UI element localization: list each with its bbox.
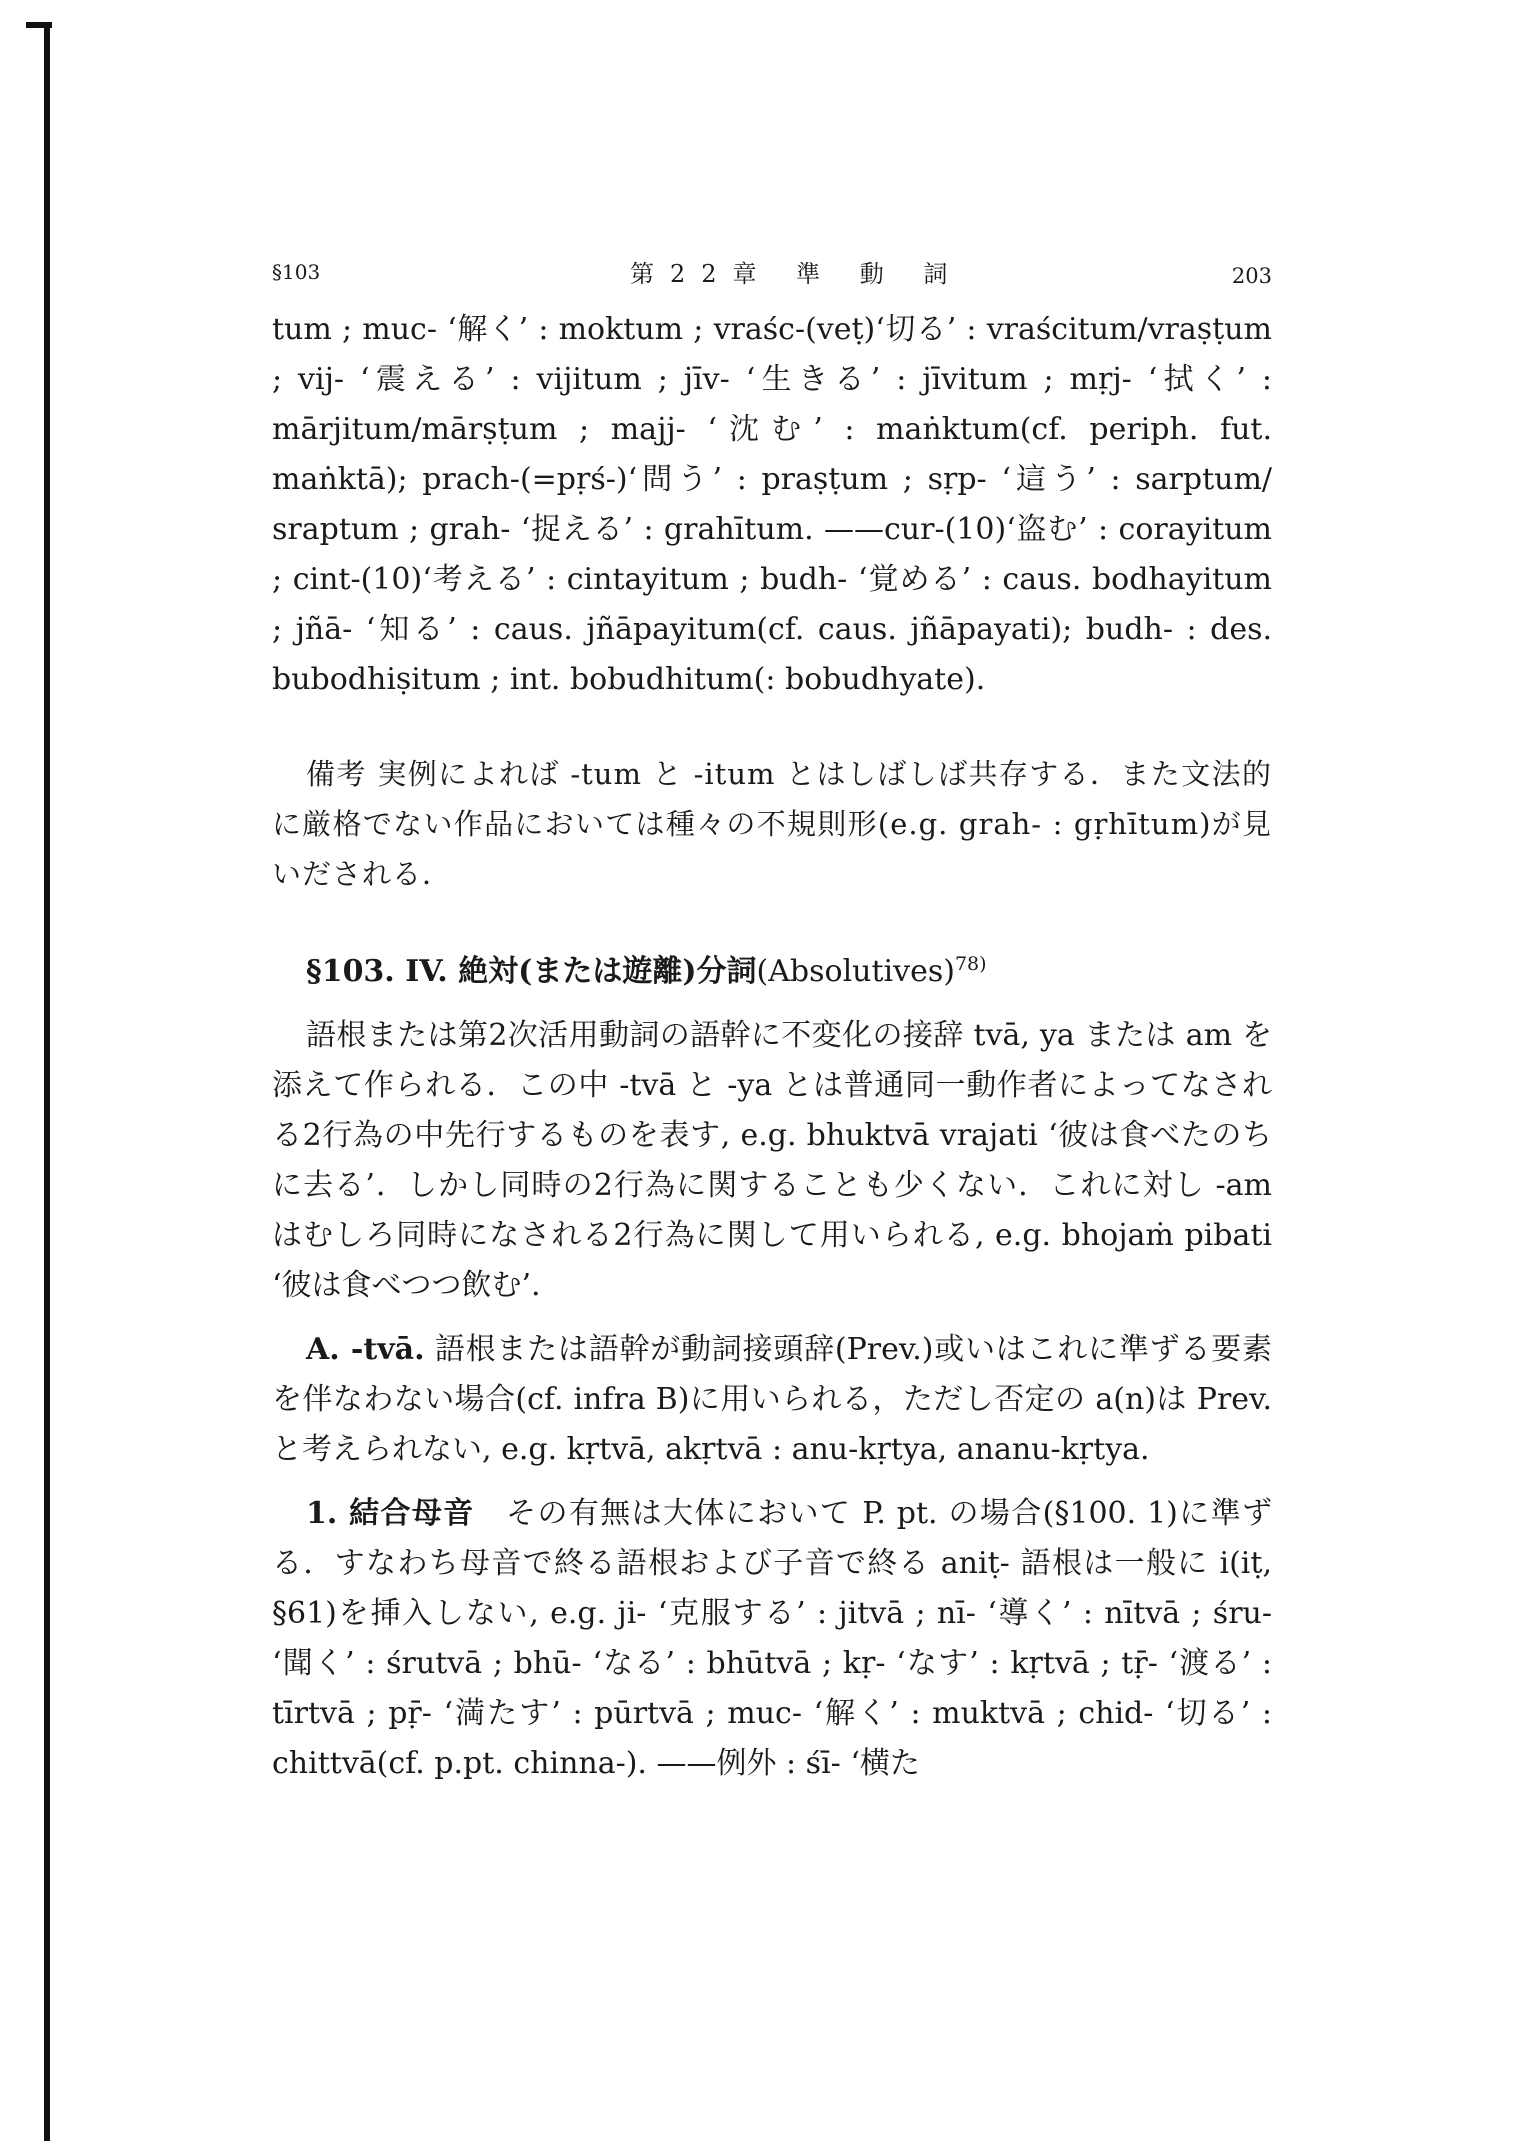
paragraph-tva — [272, 1325, 1272, 1475]
remark-note: 備考 実例によれば -tum と -itum とはしばしば共存する．また文法的に厳格でない作品においては種々の不規則形(e.g. grah- : gṛhītum)が見いだされる． — [272, 757, 1272, 891]
paragraph-absolutives-intro: 語根または第2次活用動詞の語幹に不変化の接辞 tvā, ya または am を添えて作られる．この中 -tvā と -ya とは普通同一動作者によってなされる2行為の中先行するものを表す, e.g. bhuktvā vrajati ‘彼は食べたのちに去る’．しかし同時の2行為に関することも少くない．これに対し -am はむしろ同時になされる2行為に関して用いられる, e.g. bhojaṁ pibati ‘彼は食べつつ飲む’． — [272, 1018, 1272, 1303]
paragraph-connecting-vowel-text: その有無は大体において P. pt. の場合(§100. 1)に準ずる．すなわち母音で終る語根および子音で終る aniṭ- 語根は一般に i(iṭ, §61)を挿入しない, e.g. ji- ‘克服する’ : jitvā ; nī- ‘導く’ : nītvā ; śru- ‘聞く’ : śrutvā ; bhū- ‘なる’ : bhūtvā ; kṛ- ‘なす’ : kṛtvā ; tṝ- ‘渡る’ : tīrtvā ; pṝ- ‘満たす’ : pūrtvā ; muc- ‘解く’ : muktvā ; chid- ‘切る’ : chittvā(cf. p.pt. chinna-). ——例外 : śī- ‘横た — [272, 1496, 1273, 1781]
binding-edge-rule — [44, 26, 50, 2141]
section-heading-english: (Absolutives) — [756, 954, 955, 989]
section-heading — [272, 947, 1272, 997]
running-header — [272, 254, 1272, 294]
page-number: 203 — [1231, 264, 1272, 288]
subsection-label-tva: A. -tvā. — [306, 1332, 425, 1367]
paragraph-connecting-vowel — [272, 1489, 1272, 1789]
page-body — [272, 305, 1272, 1789]
section-heading-title: §103. IV. 絶対(または遊離)分詞 — [306, 954, 757, 989]
paragraph-tva-text: 語根または語幹が動詞接頭辞(Prev.)或いはこれに準ずる要素を伴なわない場合(cf. infra B)に用いられる，ただし否定の a(n)は Prev. と考えられない, e.g. kṛtvā, akṛtvā : anu-kṛtya, ananu-kṛtya. — [272, 1332, 1272, 1467]
paragraph-continuation: tum ; muc- ‘解く’ : moktum ; vraśc-(veṭ)‘切る’ : vraścitum/vraṣṭum ; vij- ‘震える’ : vijitum ; jīv- ‘生きる’ : jīvitum ; mṛj- ‘拭く’ : mārjitum/mārṣṭum ; majj- ‘沈む’ : maṅktum(cf. periph. fut. maṅktā); prach-(=pṛś-)‘問う’ : praṣṭum ; sṛp- ‘這う’ : sarptum/ sraptum ; grah- ‘捉える’ : grahītum. ——cur-(10)‘盗む’ : corayitum ; cint-(10)‘考える’ : cintayitum ; budh- ‘覚める’ : caus. bodhayitum ; jñā- ‘知る’ : caus. jñāpayitum(cf. caus. jñāpayati); budh- : des. bubodhiṣitum ; int. bobudhitum(: bobudhyate). — [272, 312, 1272, 697]
header-chapter-title: 第22章 準 動 詞 — [630, 260, 964, 288]
header-section: §103 — [272, 260, 321, 284]
subsection-label-connecting-vowel: 1. 結合母音 — [306, 1496, 475, 1531]
footnote-marker: 78) — [954, 953, 987, 975]
